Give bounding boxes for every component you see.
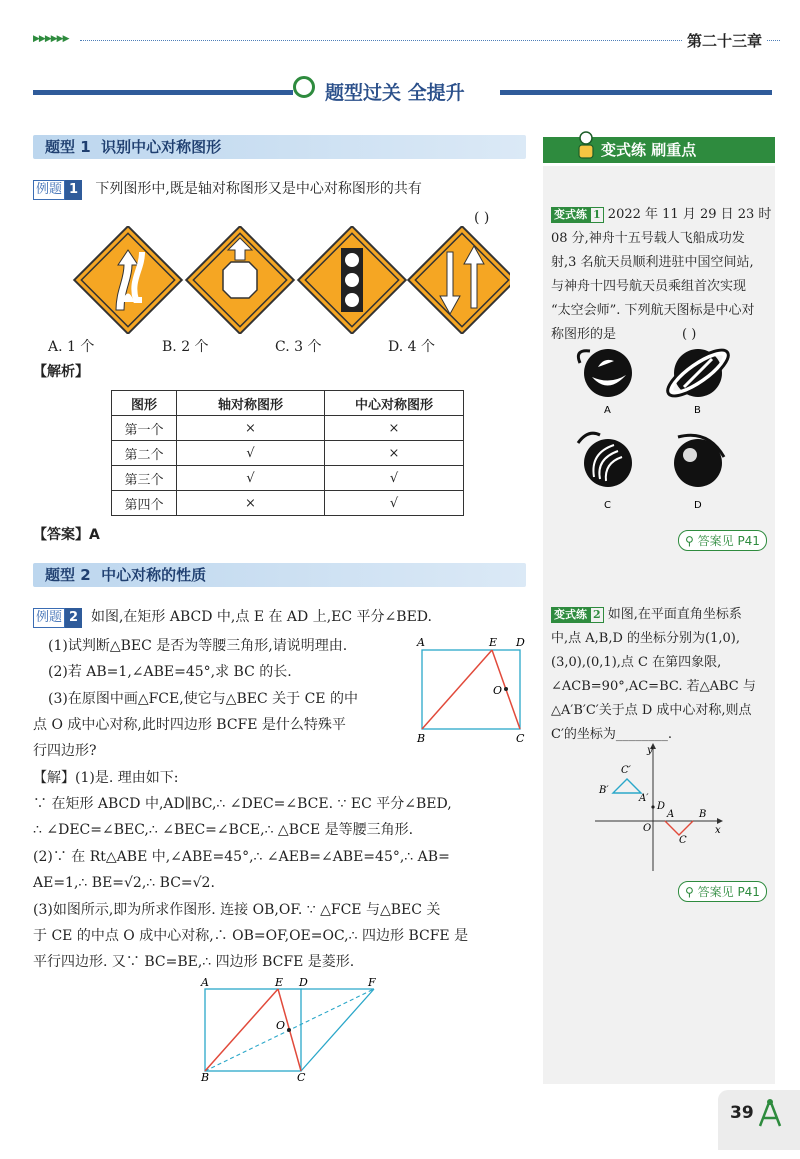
answer-ref-1-text: 答案见 P41 — [697, 534, 760, 548]
logo-label-c: C — [604, 500, 611, 511]
fig1-label-e: E — [489, 636, 498, 649]
right-ex1-paren: ( ) — [682, 327, 697, 342]
section1-title: 识别中心对称图形 — [101, 138, 222, 156]
answer-ref-1[interactable] — [678, 530, 767, 551]
fig2-label-f: F — [368, 976, 376, 989]
solution-line-4: (2)∵ 在 Rt△ABE 中,∠ABE=45°,∴ ∠AEB=∠ABE=45°,∴ AB= — [33, 849, 450, 865]
right-ex1-num: 1 — [590, 207, 604, 223]
logo-label-a: A — [604, 405, 611, 416]
header-dotted-line — [80, 40, 780, 41]
table-row — [112, 441, 464, 466]
example1-paren: ( ) — [474, 210, 490, 226]
fig2-label-c: C — [297, 1071, 306, 1084]
fig2-label-a: A — [201, 976, 209, 989]
table-cell: × — [325, 441, 464, 466]
answer-ref-2[interactable] — [678, 881, 767, 902]
fig1-label-d: D — [516, 636, 525, 649]
table-cell: × — [177, 416, 325, 441]
page-number: 39 — [730, 1103, 754, 1123]
graph-label-a-prime: A′ — [639, 793, 649, 804]
section1-header — [33, 135, 526, 159]
solution-line-3: ∴ ∠DEC=∠BEC,∴ ∠BEC=∠BCE,∴ △BCE 是等腰三角形. — [33, 822, 414, 838]
key-icon: ⚲ — [685, 885, 694, 899]
right-ex1-line-1 — [551, 203, 771, 227]
solution-line-8: 平行四边形. 又∵ BC=BE,∴ 四边形 BCFE 是菱形. — [33, 954, 355, 970]
example2-part-2: (2)若 AB=1,∠ABE=45°,求 BC 的长. — [48, 664, 292, 680]
example2-part-3c: 行四边形? — [33, 743, 97, 759]
banner-bar-left — [33, 90, 293, 95]
example2-num: 2 — [65, 608, 82, 628]
right-ex2-text-5: C′的坐标为________. — [551, 727, 673, 742]
right-ex1-text-5-row — [551, 323, 771, 347]
graph-label-o: O — [643, 823, 652, 834]
table-row — [112, 466, 464, 491]
right-ex1-text-2: 射,3 名航天员顺利进驻中国空间站, — [551, 255, 754, 270]
student-icon — [575, 130, 597, 160]
logo-label-d: D — [694, 500, 702, 511]
coordinate-graph — [595, 743, 725, 873]
solution-line-5: AE=1,∴ BE=√2,∴ BC=√2. — [33, 875, 215, 891]
sign-two-way-arrows-icon — [408, 226, 510, 333]
table-cell: √ — [177, 441, 325, 466]
right-ex1-text-5: 称图形的是 — [551, 327, 617, 342]
fig2-label-o: O — [276, 1019, 286, 1032]
table-header: 中心对称图形 — [325, 391, 464, 416]
traffic-signs — [70, 226, 510, 334]
chapter-title: 第二十三章 — [683, 30, 766, 51]
solution-line-7: 于 CE 的中点 O 成中心对称,∴ OB=OF,OE=OC,∴ 四边形 BCFE 是 — [33, 928, 469, 944]
graph-label-b: B — [699, 809, 707, 820]
table-cell: 第三个 — [112, 466, 177, 491]
table-cell: 第二个 — [112, 441, 177, 466]
table-cell: × — [325, 416, 464, 441]
example2-part-1: (1)试判断△BEC 是否为等腰三角形,请说明理由. — [48, 638, 348, 654]
fig1-label-a: A — [417, 636, 425, 649]
analysis-label: 【解析】 — [33, 364, 89, 380]
graph-label-b-prime: B′ — [599, 785, 609, 796]
right-ex2-text-2: (3,0),(0,1),点 C 在第四象限, — [551, 655, 722, 670]
example1-label: 例题 — [33, 180, 65, 200]
right-ex2-line-1 — [551, 603, 771, 627]
table-cell: √ — [325, 466, 464, 491]
logo-a-icon — [578, 349, 632, 397]
table-cell: × — [177, 491, 325, 516]
banner-icon — [293, 76, 315, 98]
fig2-label-b: B — [201, 1071, 210, 1084]
example2-statement: 如图,在矩形 ABCD 中,点 E 在 AD 上,EC 平分∠BED. — [90, 609, 432, 625]
option-d[interactable]: D. 4 个 — [388, 339, 435, 355]
table-row — [112, 491, 464, 516]
key-icon: ⚲ — [685, 534, 694, 548]
answer-ref-2-text: 答案见 P41 — [697, 885, 760, 899]
fig1-label-b: B — [417, 732, 426, 745]
example1-question: 下列图形中,既是轴对称图形又是中心对称图形的共有 — [95, 181, 422, 197]
graph-label-d: D — [657, 801, 666, 812]
right-ex2-text-1: 中,点 A,B,D 的坐标分别为(1,0), — [551, 631, 740, 646]
solution-line-2: ∵ 在矩形 ABCD 中,AD∥BC,∴ ∠DEC=∠BCE. ∵ EC 平分∠BED, — [33, 796, 452, 812]
example2-part-3b: 点 O 成中心对称,此时四边形 BCFE 是什么特殊平 — [33, 717, 346, 733]
example2-part-3: (3)在原图中画△FCE,使它与△BEC 关于 CE 的中 — [48, 691, 358, 707]
example1-answer: 【答案】A — [33, 527, 100, 543]
compass-icon — [756, 1098, 784, 1132]
graph-label-c-prime: C′ — [621, 765, 631, 776]
table-cell: √ — [177, 466, 325, 491]
example2-line-1 — [33, 605, 432, 629]
logo-c-icon — [578, 433, 632, 487]
logo-d-icon — [674, 435, 724, 487]
right-ex1 — [551, 203, 771, 347]
fig1-label-c: C — [516, 732, 525, 745]
table-cell: √ — [325, 491, 464, 516]
logo-label-b: B — [694, 405, 701, 416]
right-ex2-label: 变式练 — [551, 607, 590, 623]
section2-header — [33, 563, 526, 587]
right-ex2 — [551, 603, 771, 747]
table-header: 轴对称图形 — [177, 391, 325, 416]
option-b[interactable]: B. 2 个 — [162, 339, 209, 355]
space-logos — [560, 345, 760, 520]
fig2-label-d: D — [299, 976, 308, 989]
right-ex2-text-3: ∠ACB=90°,AC=BC. 若△ABC 与 — [551, 679, 756, 694]
right-ex1-label: 变式练 — [551, 207, 590, 223]
fig2-label-e: E — [275, 976, 284, 989]
right-ex2-text-4: △A′B′C′关于点 D 成中心对称,则点 — [551, 703, 752, 718]
graph-label-a: A — [667, 809, 675, 820]
table-row — [112, 416, 464, 441]
right-ex1-text-3: 与神舟十四号航天员乘组首次实现 — [551, 279, 747, 294]
example1-num: 1 — [65, 180, 82, 200]
section1-tag: 题型 1 — [45, 138, 91, 156]
table-cell: 第一个 — [112, 416, 177, 441]
graph-label-x: x — [715, 825, 721, 836]
fig1-label-o: O — [493, 684, 503, 697]
section2-tag: 题型 2 — [45, 566, 91, 584]
graph-label-y: y — [647, 745, 653, 756]
option-c[interactable]: C. 3 个 — [275, 339, 322, 355]
right-ex1-text-1: 08 分,神舟十五号载人飞船成功发 — [551, 231, 745, 246]
banner-title: 题型过关 全提升 — [325, 82, 465, 104]
example1-question-line — [33, 177, 422, 201]
right-ex2-num: 2 — [590, 607, 604, 623]
logo-b-icon — [662, 345, 735, 403]
rectangle-figure-1 — [413, 632, 533, 747]
right-ex1-text-0: 2022 年 11 月 29 日 23 时 — [607, 207, 772, 222]
header-arrows: ▶▶▶▶▶▶ — [33, 34, 69, 44]
banner-bar-right — [500, 90, 772, 95]
table-cell: 第四个 — [112, 491, 177, 516]
solution-line-1: 【解】(1)是. 理由如下: — [33, 770, 179, 786]
sign-road-merge-icon — [74, 226, 181, 333]
sign-stop-arrow-icon — [186, 226, 293, 333]
analysis-table — [111, 390, 464, 516]
sign-traffic-light-icon — [298, 226, 405, 333]
table-header-row — [112, 391, 464, 416]
graph-label-c: C — [679, 835, 687, 846]
right-ex1-text-4: “太空会师”. 下列航天图标是中心对 — [551, 303, 755, 318]
section2-title: 中心对称的性质 — [101, 566, 207, 584]
option-a[interactable]: A. 1 个 — [48, 339, 95, 355]
solution-line-6: (3)如图所示,即为所求作图形. 连接 OB,OF. ∵ △FCE 与△BEC 关 — [33, 902, 441, 918]
table-header: 图形 — [112, 391, 177, 416]
rhombus-figure-2 — [196, 975, 386, 1085]
right-panel-header: 变式练 刷重点 — [543, 137, 775, 163]
example2-label: 例题 — [33, 608, 65, 628]
right-ex2-text-0: 如图,在平面直角坐标系 — [607, 607, 742, 622]
